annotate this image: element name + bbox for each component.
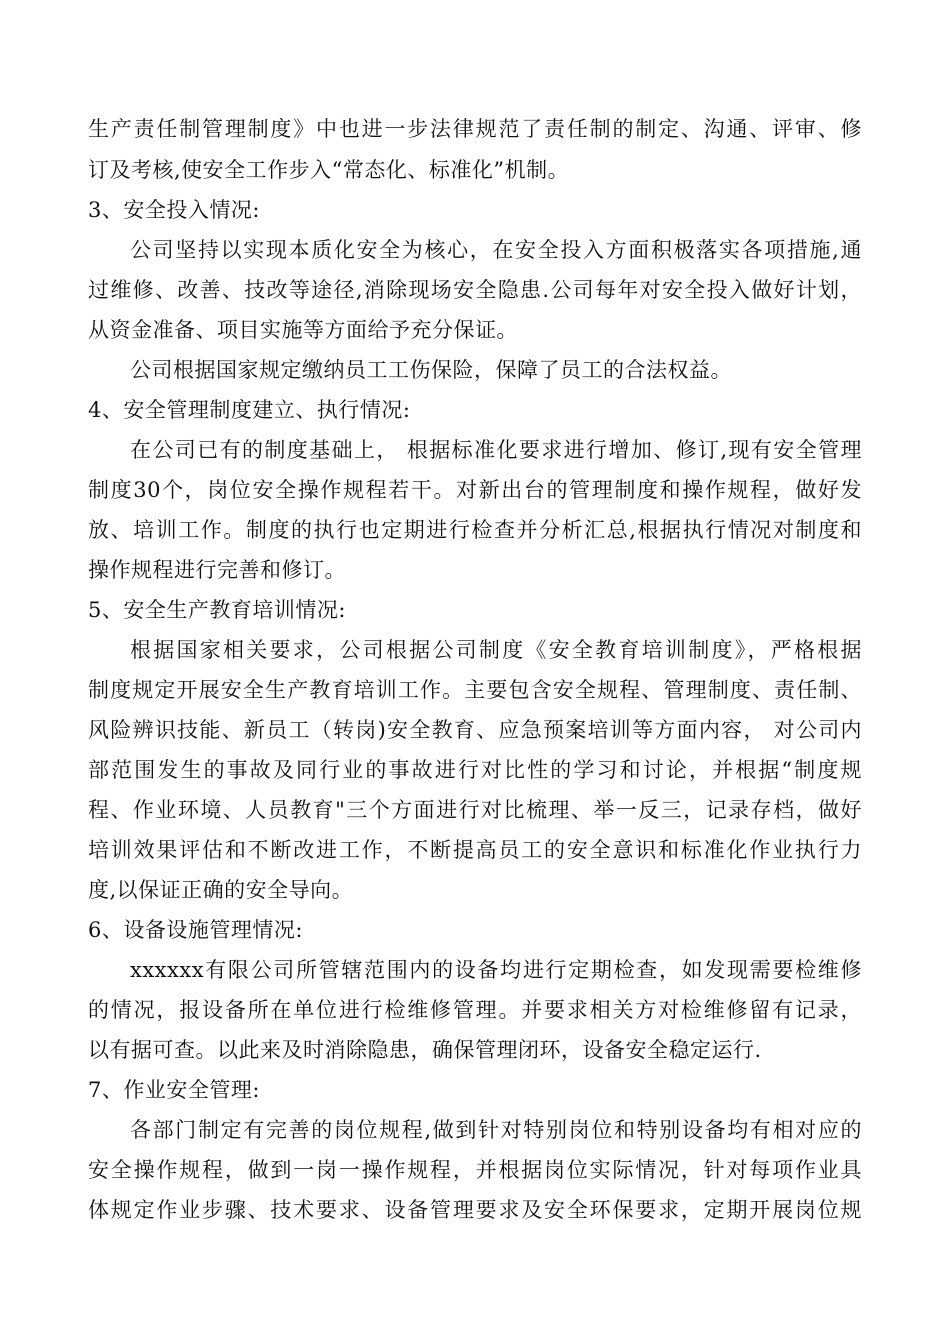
body-text-line: 度,以保证正确的安全导向。 [88, 878, 354, 902]
body-text-line: 从资金准备、项目实施等方面给予充分保证。 [88, 318, 518, 342]
body-text-line: 部范围发生的事故及同行业的事故进行对比性的学习和讨论，并根据“制度规 [88, 758, 862, 782]
body-text-line: 以有据可查。以此来及时消除隐患，确保管理闭环，设备安全稳定运行. [88, 1038, 762, 1062]
body-text-line: 风险辨识技能、新员工（转岗)安全教育、应急预案培训等方面内容， 对公司内 [88, 718, 862, 742]
body-text-line: 过维修、改善、技改等途径,消除现场安全隐患.公司每年对安全投入做好计划， [88, 278, 862, 302]
section-heading-7: 7、作业安全管理: [88, 1078, 260, 1102]
body-text-line: 订及考核,使安全工作步入“常态化、标准化”机制。 [88, 158, 570, 182]
body-text-line: 程、作业环境、人员教育"三个方面进行对比梳理、举一反三，记录存档，做好 [88, 798, 862, 822]
body-text-line: 各部门制定有完善的岗位规程,做到针对特别岗位和特别设备均有相对应的 [130, 1118, 862, 1142]
body-text-line: 体规定作业步骤、技术要求、设备管理要求及安全环保要求，定期开展岗位规 [88, 1198, 862, 1222]
section-heading-4: 4、安全管理制度建立、执行情况: [88, 398, 411, 422]
body-text-line: 安全操作规程，做到一岗一操作规程，并根据岗位实际情况，针对每项作业具 [88, 1158, 862, 1182]
body-text-line: 在公司已有的制度基础上， 根据标准化要求进行增加、修订,现有安全管理 [130, 438, 862, 462]
body-text-line: 培训效果评估和不断改进工作，不断提高员工的安全意识和标准化作业执行力 [88, 838, 862, 862]
body-text-line: 根据国家相关要求，公司根据公司制度《安全教育培训制度》，严格根据 [130, 638, 862, 662]
body-text-line: 生产责任制管理制度》中也进一步法律规范了责任制的制定、沟通、评审、修 [88, 117, 862, 141]
section-heading-5: 5、安全生产教育培训情况: [88, 598, 346, 622]
body-text-line: 放、培训工作。制度的执行也定期进行检查并分析汇总,根据执行情况对制度和 [88, 518, 862, 542]
body-text-line: 制度30个，岗位安全操作规程若干。对新出台的管理制度和操作规程，做好发 [88, 478, 862, 502]
body-text-line: xxxxxx有限公司所管辖范围内的设备均进行定期检查，如发现需要检维修 [130, 958, 862, 982]
body-text-line: 公司根据国家规定缴纳员工工伤保险，保障了员工的合法权益。 [130, 358, 732, 382]
body-text-line: 制度规定开展安全生产教育培训工作。主要包含安全规程、管理制度、责任制、 [88, 678, 862, 702]
body-text-line: 操作规程进行完善和修订。 [88, 558, 346, 582]
body-text-line: 的情况，报设备所在单位进行检维修管理。并要求相关方对检维修留有记录， [88, 998, 862, 1022]
section-heading-3: 3、安全投入情况: [88, 198, 260, 222]
section-heading-6: 6、设备设施管理情况: [88, 918, 303, 942]
body-text-line: 公司坚持以实现本质化安全为核心，在安全投入方面积极落实各项措施,通 [130, 238, 862, 262]
